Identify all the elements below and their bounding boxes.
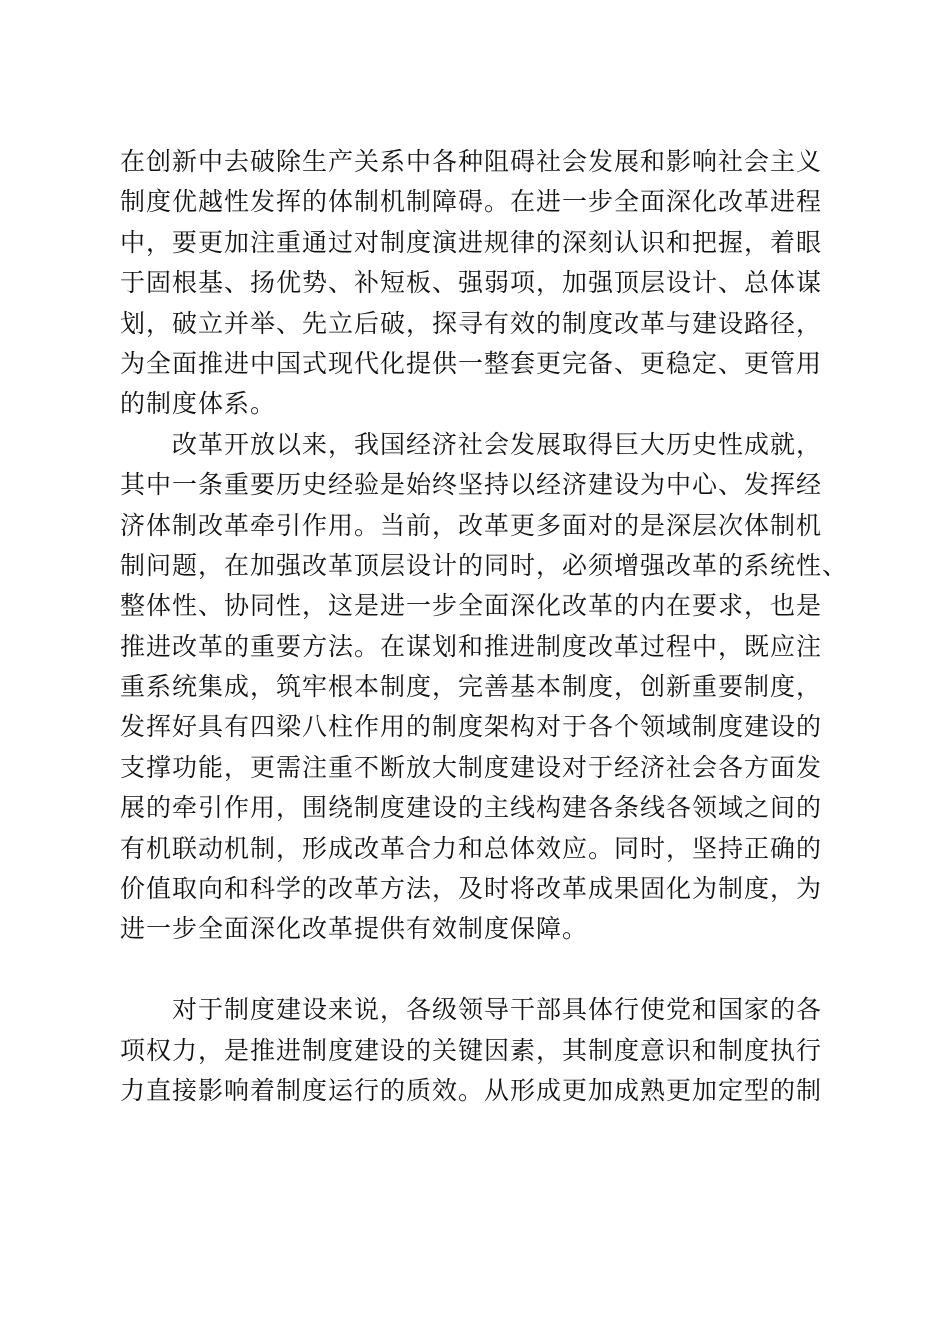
paragraph-1 [120, 142, 840, 425]
paragraph-2 [120, 425, 849, 990]
text-line: 进一步全面深化改革提供有效制度保障。 [120, 914, 589, 944]
text-line: 力直接影响着制度运行的质效。从形成更加成熟更加定型的制 [120, 1075, 823, 1105]
text-line: 其中一条重要历史经验是始终坚持以经济建设为中心、发挥经 [120, 470, 823, 500]
text-line: 济体制改革牵引作用。当前，改革更多面对的是深层次体制机 [120, 510, 823, 540]
text-line: 展的牵引作用，围绕制度建设的主线构建各条线各领域之间的 [120, 793, 823, 823]
text-line: 划，破立并举、先立后破，探寻有效的制度改革与建设路径， [120, 308, 823, 338]
body-text [120, 142, 849, 1111]
text-line: 制问题，在加强改革顶层设计的同时，必须增强改革的系统性、 [120, 550, 849, 580]
text-line: 对于制度建设来说，各级领导干部具体行使党和国家的各 [120, 995, 823, 1025]
text-line: 支撑功能，更需注重不断放大制度建设对于经济社会各方面发 [120, 752, 823, 782]
text-line: 价值取向和科学的改革方法，及时将改革成果固化为制度，为 [120, 874, 823, 904]
paragraph-3 [120, 990, 840, 1111]
text-line: 有机联动机制，形成改革合力和总体效应。同时，坚持正确的 [120, 833, 823, 863]
text-line: 改革开放以来，我国经济社会发展取得巨大历史性成就， [120, 429, 823, 459]
text-line: 重系统集成，筑牢根本制度，完善基本制度，创新重要制度， [120, 672, 823, 702]
text-line: 为全面推进中国式现代化提供一整套更完备、更稳定、更管用 [120, 348, 823, 378]
text-line: 整体性、协同性，这是进一步全面深化改革的内在要求，也是 [120, 591, 823, 621]
text-line: 发挥好具有四梁八柱作用的制度架构对于各个领域制度建设的 [120, 712, 823, 742]
text-line: 在创新中去破除生产关系中各种阻碍社会发展和影响社会主义 [120, 147, 823, 176]
text-line: 的制度体系。 [120, 389, 277, 419]
text-line: 推进改革的重要方法。在谋划和推进制度改革过程中，既应注 [120, 631, 823, 661]
text-line: 于固根基、扬优势、补短板、强弱项，加强顶层设计、总体谋 [120, 268, 823, 298]
text-line [120, 950, 840, 990]
text-line: 制度优越性发挥的体制机制障碍。在进一步全面深化改革进程 [120, 187, 823, 217]
text-line: 中，要更加注重通过对制度演进规律的深刻认识和把握，着眼 [120, 227, 823, 257]
text-line: 项权力，是推进制度建设的关键因素，其制度意识和制度执行 [120, 1035, 823, 1065]
